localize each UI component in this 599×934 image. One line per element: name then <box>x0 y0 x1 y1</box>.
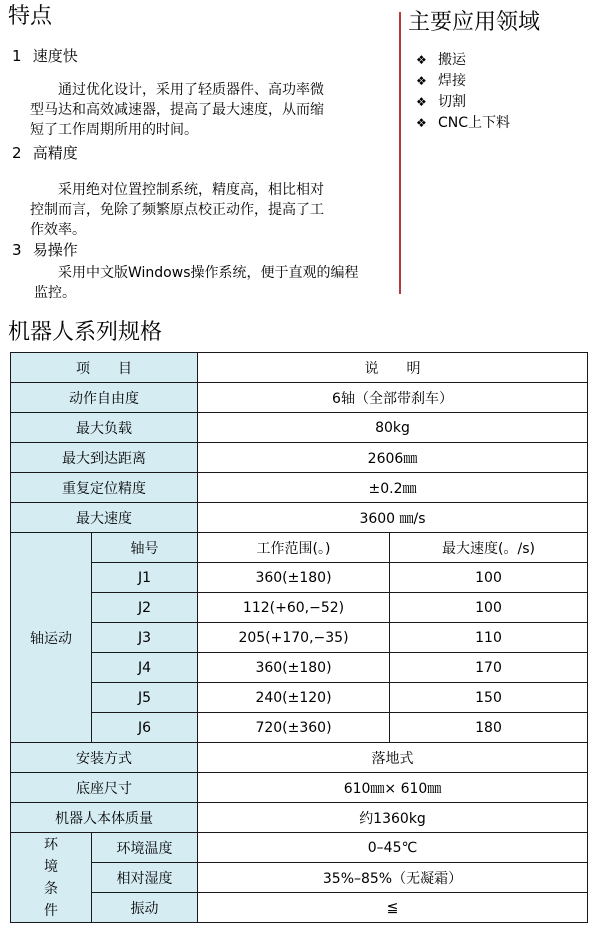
application-item <box>416 113 510 134</box>
axis-id: J4 <box>92 653 198 683</box>
env-value: 0–45℃ <box>198 833 588 863</box>
axis-speed: 100 <box>390 593 588 623</box>
env-label: 环境温度 <box>92 833 198 863</box>
axis-id: J2 <box>92 593 198 623</box>
application-label: 搬运 <box>438 52 466 68</box>
application-label: 切割 <box>438 94 466 110</box>
application-label: CNC上下料 <box>438 115 511 131</box>
env-label-char: 件 <box>44 902 58 919</box>
feature-3-number: 3 <box>12 241 22 259</box>
axis-id: J5 <box>92 683 198 713</box>
table-row <box>11 533 588 563</box>
row-value: 落地式 <box>198 743 588 773</box>
diamond-bullet-icon: ❖ <box>416 53 427 67</box>
feature-1-line: 型马达和高效减速器，提高了最大速度，从而缩 <box>30 102 324 118</box>
row-value: 6轴（全部带刹车） <box>198 383 588 413</box>
header-item: 项 目 <box>11 353 198 383</box>
table-row <box>11 383 588 413</box>
table-row <box>11 623 588 653</box>
table-row <box>11 893 588 923</box>
env-label-char: 境 <box>44 858 58 875</box>
axis-speed: 180 <box>390 713 588 743</box>
features-title: 特点 <box>8 4 53 29</box>
application-item <box>416 71 510 92</box>
env-value: ≦ <box>198 893 588 923</box>
application-item <box>416 50 510 71</box>
row-label: 底座尺寸 <box>11 773 198 803</box>
axis-group-label: 轴运动 <box>11 533 92 743</box>
row-label: 安装方式 <box>11 743 198 773</box>
diamond-bullet-icon: ❖ <box>416 74 427 88</box>
axis-range: 360(±180) <box>198 563 390 593</box>
table-row <box>11 443 588 473</box>
axis-range: 360(±180) <box>198 653 390 683</box>
feature-1-line: 短了工作周期所用的时间。 <box>30 122 198 138</box>
row-label: 机器人本体质量 <box>11 803 198 833</box>
header-desc: 说 明 <box>198 353 588 383</box>
feature-1-label: 速度快 <box>32 47 78 65</box>
axis-speed: 100 <box>390 563 588 593</box>
env-label-char: 环 <box>44 836 58 853</box>
spec-table <box>10 352 588 923</box>
row-label: 重复定位精度 <box>11 473 198 503</box>
table-row <box>11 653 588 683</box>
row-value: ±0.2㎜ <box>198 473 588 503</box>
env-label-char: 条 <box>44 880 58 897</box>
table-row <box>11 503 588 533</box>
row-value: 3600 ㎜/s <box>198 503 588 533</box>
application-label: 焊接 <box>438 73 466 89</box>
axis-range: 240(±120) <box>198 683 390 713</box>
axis-range: 112(+60,−52) <box>198 593 390 623</box>
table-row <box>11 563 588 593</box>
env-label: 振动 <box>92 893 198 923</box>
table-row <box>11 803 588 833</box>
axis-id: J1 <box>92 563 198 593</box>
row-label: 最大速度 <box>11 503 198 533</box>
feature-2-label: 高精度 <box>32 144 78 162</box>
spec-title: 机器人系列规格 <box>8 320 163 345</box>
row-value: 80kg <box>198 413 588 443</box>
env-label: 相对湿度 <box>92 863 198 893</box>
env-value: 35%–85%（无凝霜） <box>198 863 588 893</box>
speed-col-header: 最大速度(。/s) <box>390 533 588 563</box>
row-label: 动作自由度 <box>11 383 198 413</box>
axis-id: J6 <box>92 713 198 743</box>
table-row <box>11 593 588 623</box>
feature-1-line: 通过优化设计，采用了轻质器件、高功率微 <box>58 82 324 98</box>
diamond-bullet-icon: ❖ <box>416 95 427 109</box>
row-label: 最大负载 <box>11 413 198 443</box>
axis-speed: 150 <box>390 683 588 713</box>
range-col-header: 工作范围(。) <box>198 533 390 563</box>
feature-3-line: 采用中文版Windows操作系统，便于直观的编程 <box>58 265 359 281</box>
table-row <box>11 683 588 713</box>
feature-2-description <box>30 180 324 240</box>
table-row <box>11 833 588 863</box>
feature-2-title <box>12 143 78 163</box>
table-row <box>11 773 588 803</box>
feature-2-number: 2 <box>12 144 22 162</box>
feature-2-line: 作效率。 <box>30 222 86 238</box>
feature-1-title <box>12 46 78 66</box>
table-row <box>11 473 588 503</box>
feature-2-line: 采用绝对位置控制系统，精度高，相比相对 <box>58 182 324 198</box>
row-label: 最大到达距离 <box>11 443 198 473</box>
axis-speed: 170 <box>390 653 588 683</box>
env-group-label <box>11 833 92 923</box>
table-row <box>11 863 588 893</box>
feature-3-title <box>12 240 78 260</box>
row-value: 2606㎜ <box>198 443 588 473</box>
table-row <box>11 713 588 743</box>
feature-3-line: 监控。 <box>34 285 76 301</box>
table-row <box>11 743 588 773</box>
axis-range: 205(+170,−35) <box>198 623 390 653</box>
axis-speed: 110 <box>390 623 588 653</box>
axis-id: J3 <box>92 623 198 653</box>
axis-range: 720(±360) <box>198 713 390 743</box>
table-row <box>11 353 588 383</box>
feature-3-label: 易操作 <box>32 241 78 259</box>
feature-1-number: 1 <box>12 47 22 65</box>
table-row <box>11 413 588 443</box>
section-divider <box>399 12 401 294</box>
feature-1-description <box>30 80 324 140</box>
feature-2-line: 控制而言，免除了频繁原点校正动作，提高了工 <box>30 202 324 218</box>
diamond-bullet-icon: ❖ <box>416 116 427 130</box>
feature-3-description <box>34 263 359 303</box>
row-value: 610㎜× 610㎜ <box>198 773 588 803</box>
application-item <box>416 92 510 113</box>
applications-list <box>416 50 510 134</box>
applications-title: 主要应用领域 <box>408 10 541 35</box>
axis-col-header: 轴号 <box>92 533 198 563</box>
row-value: 约1360kg <box>198 803 588 833</box>
